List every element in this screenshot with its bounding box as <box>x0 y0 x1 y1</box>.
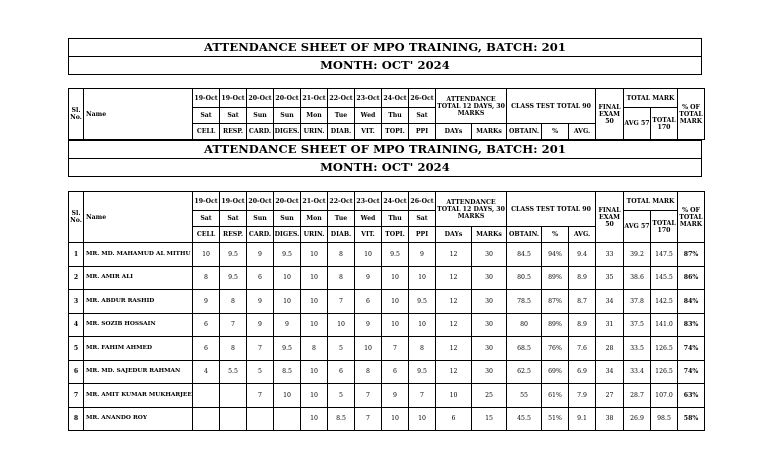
score-cell: 8 <box>193 266 220 290</box>
score-cell: 8 <box>301 337 328 361</box>
score-cell: 6 <box>382 360 409 384</box>
name-cell: MR. FAHIM AHMED <box>84 337 193 361</box>
sl-cell: 3 <box>69 290 84 314</box>
date-header: 24-Oct <box>382 192 409 211</box>
date-header: 23-Oct <box>355 89 382 108</box>
topic-header: PPI <box>409 124 436 140</box>
avg57-header: AVG 57 <box>624 108 651 140</box>
avg-cell: 9.1 <box>569 407 596 431</box>
marks-cell: 30 <box>472 243 507 267</box>
score-cell: 7 <box>355 407 382 431</box>
score-cell: 10 <box>409 313 436 337</box>
day-header: Sun <box>247 211 274 227</box>
marks-cell: 15 <box>472 407 507 431</box>
date-header: 24-Oct <box>382 89 409 108</box>
score-cell: 9.5 <box>409 360 436 384</box>
score-cell: 9.5 <box>382 243 409 267</box>
topic-header: DIGES. <box>274 124 301 140</box>
score-cell: 5 <box>328 337 355 361</box>
date-header: 20-Oct <box>274 89 301 108</box>
attendance-header: ATTENDANCE TOTAL 12 DAYS, 30 MARKS <box>436 192 507 227</box>
score-cell: 10 <box>301 360 328 384</box>
topic-header: URIN. <box>301 124 328 140</box>
sheet-title: ATTENDANCE SHEET OF MPO TRAINING, BATCH: 201 <box>204 142 566 156</box>
obtain-cell: 62.5 <box>507 360 542 384</box>
score-cell: 8 <box>328 266 355 290</box>
score-cell: 9 <box>247 313 274 337</box>
score-cell: 10 <box>382 266 409 290</box>
ct-pct-header: % <box>542 227 569 243</box>
final-cell: 38 <box>596 407 624 431</box>
score-cell: 10 <box>409 407 436 431</box>
table-row <box>69 384 705 408</box>
score-cell: 10 <box>355 337 382 361</box>
score-cell: 6 <box>193 337 220 361</box>
obtain-cell: 55 <box>507 384 542 408</box>
total170-cell: 147.5 <box>651 243 678 267</box>
total-pct-cell: 74% <box>678 337 705 361</box>
score-cell: 6 <box>247 266 274 290</box>
sl-cell: 2 <box>69 266 84 290</box>
sheet-title-block-2 <box>68 140 702 177</box>
day-header: Sat <box>220 211 247 227</box>
header-row-dates <box>69 192 705 211</box>
total170-cell: 126.5 <box>651 337 678 361</box>
days-cell: 12 <box>436 266 472 290</box>
days-cell: 12 <box>436 337 472 361</box>
avg57-cell: 28.7 <box>624 384 651 408</box>
score-cell: 10 <box>382 290 409 314</box>
table-row <box>69 337 705 361</box>
score-cell: 10 <box>274 384 301 408</box>
total170-header: TOTAL 170 <box>651 108 678 140</box>
score-cell: 9.5 <box>220 266 247 290</box>
topic-header: URIN. <box>301 227 328 243</box>
total-pct-cell: 74% <box>678 360 705 384</box>
header-table-1 <box>68 88 705 140</box>
marks-cell: 30 <box>472 266 507 290</box>
score-cell: 9 <box>382 384 409 408</box>
date-header: 20-Oct <box>247 192 274 211</box>
table-row <box>69 360 705 384</box>
pct-cell: 89% <box>542 313 569 337</box>
days-cell: 6 <box>436 407 472 431</box>
pct-cell: 76% <box>542 337 569 361</box>
final-cell: 34 <box>596 290 624 314</box>
score-cell: 5 <box>247 360 274 384</box>
day-header: Thu <box>382 108 409 124</box>
total-pct-cell: 84% <box>678 290 705 314</box>
avg57-cell: 37.5 <box>624 313 651 337</box>
date-header: 23-Oct <box>355 192 382 211</box>
marks-cell: 25 <box>472 384 507 408</box>
score-cell: 7 <box>355 384 382 408</box>
days-cell: 12 <box>436 243 472 267</box>
final-cell: 35 <box>596 266 624 290</box>
final-cell: 31 <box>596 313 624 337</box>
table-row <box>69 243 705 267</box>
score-cell: 9 <box>355 266 382 290</box>
score-cell: 8 <box>328 243 355 267</box>
topic-header: CELL <box>193 124 220 140</box>
marks-cell: 30 <box>472 290 507 314</box>
day-header: Sun <box>274 211 301 227</box>
score-cell: 10 <box>301 313 328 337</box>
sl-cell: 7 <box>69 384 84 408</box>
ct-obtain-header: OBTAIN. <box>507 124 542 140</box>
sl-header: Sl. No. <box>69 89 84 140</box>
date-header: 26-Oct <box>409 89 436 108</box>
score-cell: 9.5 <box>220 243 247 267</box>
avg-cell: 8.7 <box>569 290 596 314</box>
score-cell: 6 <box>355 290 382 314</box>
obtain-cell: 80.5 <box>507 266 542 290</box>
sl-cell: 6 <box>69 360 84 384</box>
topic-header: PPI <box>409 227 436 243</box>
topic-header: TOPI. <box>382 227 409 243</box>
score-cell: 8 <box>220 337 247 361</box>
score-cell <box>193 407 220 431</box>
table-row <box>69 266 705 290</box>
score-cell: 10 <box>193 243 220 267</box>
name-cell: MR. ABDUR RASHID <box>84 290 193 314</box>
date-header: 19-Oct <box>220 89 247 108</box>
topic-header: RESP. <box>220 124 247 140</box>
avg-cell: 8.9 <box>569 266 596 290</box>
name-cell: MR. AMIT KUMAR MUKHARJEE <box>84 384 193 408</box>
pct-cell: 61% <box>542 384 569 408</box>
total170-cell: 98.5 <box>651 407 678 431</box>
pct-total-header: % OF TOTAL MARK <box>678 192 705 243</box>
obtain-cell: 68.5 <box>507 337 542 361</box>
sheet-title: ATTENDANCE SHEET OF MPO TRAINING, BATCH: 201 <box>204 40 566 54</box>
avg57-cell: 33.4 <box>624 360 651 384</box>
sl-cell: 1 <box>69 243 84 267</box>
sl-cell: 8 <box>69 407 84 431</box>
score-cell: 7 <box>409 384 436 408</box>
date-header: 20-Oct <box>247 89 274 108</box>
topic-header: DIAB. <box>328 124 355 140</box>
marks-cell: 30 <box>472 337 507 361</box>
day-header: Sat <box>220 108 247 124</box>
sheet-title-block-1 <box>68 38 702 75</box>
name-cell: MR. MD. MAHAMUD AL MITHU <box>84 243 193 267</box>
day-header: Tue <box>328 108 355 124</box>
score-cell <box>220 384 247 408</box>
pct-cell: 94% <box>542 243 569 267</box>
table-row <box>69 407 705 431</box>
score-cell: 10 <box>328 313 355 337</box>
score-cell: 9 <box>193 290 220 314</box>
avg-cell: 9.4 <box>569 243 596 267</box>
obtain-cell: 78.5 <box>507 290 542 314</box>
score-cell: 10 <box>355 243 382 267</box>
days-cell: 12 <box>436 313 472 337</box>
pct-cell: 89% <box>542 266 569 290</box>
day-header: Sat <box>409 108 436 124</box>
score-cell: 9 <box>409 243 436 267</box>
score-cell: 8.5 <box>274 360 301 384</box>
total170-header: TOTAL 170 <box>651 211 678 243</box>
pct-cell: 69% <box>542 360 569 384</box>
avg57-cell: 37.8 <box>624 290 651 314</box>
class-test-header: CLASS TEST TOTAL 90 <box>507 192 596 227</box>
total170-cell: 145.5 <box>651 266 678 290</box>
pct-cell: 87% <box>542 290 569 314</box>
topic-header: RESP. <box>220 227 247 243</box>
topic-header: DIAB. <box>328 227 355 243</box>
topic-header: VIT. <box>355 227 382 243</box>
score-cell: 10 <box>274 290 301 314</box>
total-pct-cell: 87% <box>678 243 705 267</box>
day-header: Sun <box>274 108 301 124</box>
score-cell: 5 <box>328 384 355 408</box>
name-header: Name <box>84 89 193 140</box>
score-cell: 9.5 <box>409 290 436 314</box>
total-mark-header: TOTAL MARK <box>624 89 678 108</box>
days-cell: 12 <box>436 290 472 314</box>
marks-cell: 30 <box>472 313 507 337</box>
attendance-header: ATTENDANCE TOTAL 12 DAYS, 30 MARKS <box>436 89 507 124</box>
final-exam-header: FINAL EXAM 50 <box>596 89 624 140</box>
topic-header: CARD. <box>247 124 274 140</box>
topic-header: CELL <box>193 227 220 243</box>
avg57-header: AVG 57 <box>624 211 651 243</box>
sheet-month: MONTH: OCT' 2024 <box>69 158 701 176</box>
date-header: 22-Oct <box>328 89 355 108</box>
score-cell: 5.5 <box>220 360 247 384</box>
name-cell: MR. AMIR ALI <box>84 266 193 290</box>
day-header: Tue <box>328 211 355 227</box>
total-pct-cell: 63% <box>678 384 705 408</box>
score-cell: 10 <box>301 290 328 314</box>
attendance-days-header: DAYs <box>436 227 472 243</box>
score-cell: 4 <box>193 360 220 384</box>
ct-obtain-header: OBTAIN. <box>507 227 542 243</box>
final-exam-header: FINAL EXAM 50 <box>596 192 624 243</box>
score-cell: 10 <box>274 266 301 290</box>
day-header: Sat <box>193 108 220 124</box>
score-cell: 9.5 <box>274 243 301 267</box>
date-header: 21-Oct <box>301 89 328 108</box>
total170-cell: 107.0 <box>651 384 678 408</box>
avg-cell: 6.9 <box>569 360 596 384</box>
total-mark-header: TOTAL MARK <box>624 192 678 211</box>
avg57-cell: 38.6 <box>624 266 651 290</box>
score-cell <box>274 407 301 431</box>
obtain-cell: 84.5 <box>507 243 542 267</box>
topic-header: DIGES. <box>274 227 301 243</box>
name-cell: MR. ANANDO ROY <box>84 407 193 431</box>
day-header: Mon <box>301 108 328 124</box>
topic-header: VIT. <box>355 124 382 140</box>
score-cell: 6 <box>328 360 355 384</box>
score-cell: 10 <box>301 266 328 290</box>
days-cell: 10 <box>436 384 472 408</box>
name-cell: MR. SOZIB HOSSAIN <box>84 313 193 337</box>
ct-avg-header: AVG. <box>569 227 596 243</box>
attendance-marks-header: MARKs <box>472 227 507 243</box>
sl-header: Sl. No. <box>69 192 84 243</box>
score-cell: 8 <box>220 290 247 314</box>
table-row <box>69 290 705 314</box>
marks-cell: 30 <box>472 360 507 384</box>
score-cell <box>247 407 274 431</box>
attendance-marks-header: MARKs <box>472 124 507 140</box>
date-header: 19-Oct <box>220 192 247 211</box>
pct-total-header: % OF TOTAL MARK <box>678 89 705 140</box>
total-pct-cell: 86% <box>678 266 705 290</box>
date-header: 19-Oct <box>193 192 220 211</box>
score-cell: 8 <box>355 360 382 384</box>
score-cell: 8 <box>409 337 436 361</box>
obtain-cell: 80 <box>507 313 542 337</box>
final-cell: 34 <box>596 360 624 384</box>
final-cell: 27 <box>596 384 624 408</box>
score-cell <box>193 384 220 408</box>
day-header: Sun <box>247 108 274 124</box>
score-cell: 7 <box>220 313 247 337</box>
sl-cell: 5 <box>69 337 84 361</box>
score-cell: 9.5 <box>274 337 301 361</box>
score-cell: 7 <box>247 337 274 361</box>
day-header: Wed <box>355 211 382 227</box>
sheet-month: MONTH: OCT' 2024 <box>69 56 701 74</box>
score-cell: 7 <box>247 384 274 408</box>
sl-cell: 4 <box>69 313 84 337</box>
score-cell: 8.5 <box>328 407 355 431</box>
day-header: Mon <box>301 211 328 227</box>
score-cell: 10 <box>382 407 409 431</box>
header-row-dates <box>69 89 705 108</box>
score-cell: 10 <box>301 243 328 267</box>
day-header: Sat <box>409 211 436 227</box>
avg-cell: 7.6 <box>569 337 596 361</box>
score-cell: 9 <box>247 290 274 314</box>
avg-cell: 8.9 <box>569 313 596 337</box>
score-cell: 10 <box>301 407 328 431</box>
score-cell: 10 <box>409 266 436 290</box>
attendance-table <box>68 191 705 431</box>
final-cell: 28 <box>596 337 624 361</box>
attendance-days-header: DAYs <box>436 124 472 140</box>
total170-cell: 141.0 <box>651 313 678 337</box>
day-header: Wed <box>355 108 382 124</box>
score-cell <box>220 407 247 431</box>
date-header: 19-Oct <box>193 89 220 108</box>
date-header: 26-Oct <box>409 192 436 211</box>
avg57-cell: 26.9 <box>624 407 651 431</box>
total-pct-cell: 58% <box>678 407 705 431</box>
total-pct-cell: 83% <box>678 313 705 337</box>
total170-cell: 126.5 <box>651 360 678 384</box>
avg57-cell: 39.2 <box>624 243 651 267</box>
final-cell: 33 <box>596 243 624 267</box>
avg-cell: 7.9 <box>569 384 596 408</box>
score-cell: 9 <box>274 313 301 337</box>
class-test-header: CLASS TEST TOTAL 90 <box>507 89 596 124</box>
score-cell: 10 <box>301 384 328 408</box>
obtain-cell: 45.5 <box>507 407 542 431</box>
name-cell: MR. MD. SAJEDUR RAHMAN <box>84 360 193 384</box>
score-cell: 9 <box>247 243 274 267</box>
score-cell: 7 <box>328 290 355 314</box>
ct-avg-header: AVG. <box>569 124 596 140</box>
days-cell: 12 <box>436 360 472 384</box>
table-row <box>69 313 705 337</box>
day-header: Thu <box>382 211 409 227</box>
score-cell: 10 <box>382 313 409 337</box>
score-cell: 7 <box>382 337 409 361</box>
avg57-cell: 33.5 <box>624 337 651 361</box>
topic-header: TOPI. <box>382 124 409 140</box>
date-header: 20-Oct <box>274 192 301 211</box>
ct-pct-header: % <box>542 124 569 140</box>
total170-cell: 142.5 <box>651 290 678 314</box>
date-header: 21-Oct <box>301 192 328 211</box>
score-cell: 9 <box>355 313 382 337</box>
name-header: Name <box>84 192 193 243</box>
pct-cell: 51% <box>542 407 569 431</box>
topic-header: CARD. <box>247 227 274 243</box>
date-header: 22-Oct <box>328 192 355 211</box>
day-header: Sat <box>193 211 220 227</box>
score-cell: 6 <box>193 313 220 337</box>
